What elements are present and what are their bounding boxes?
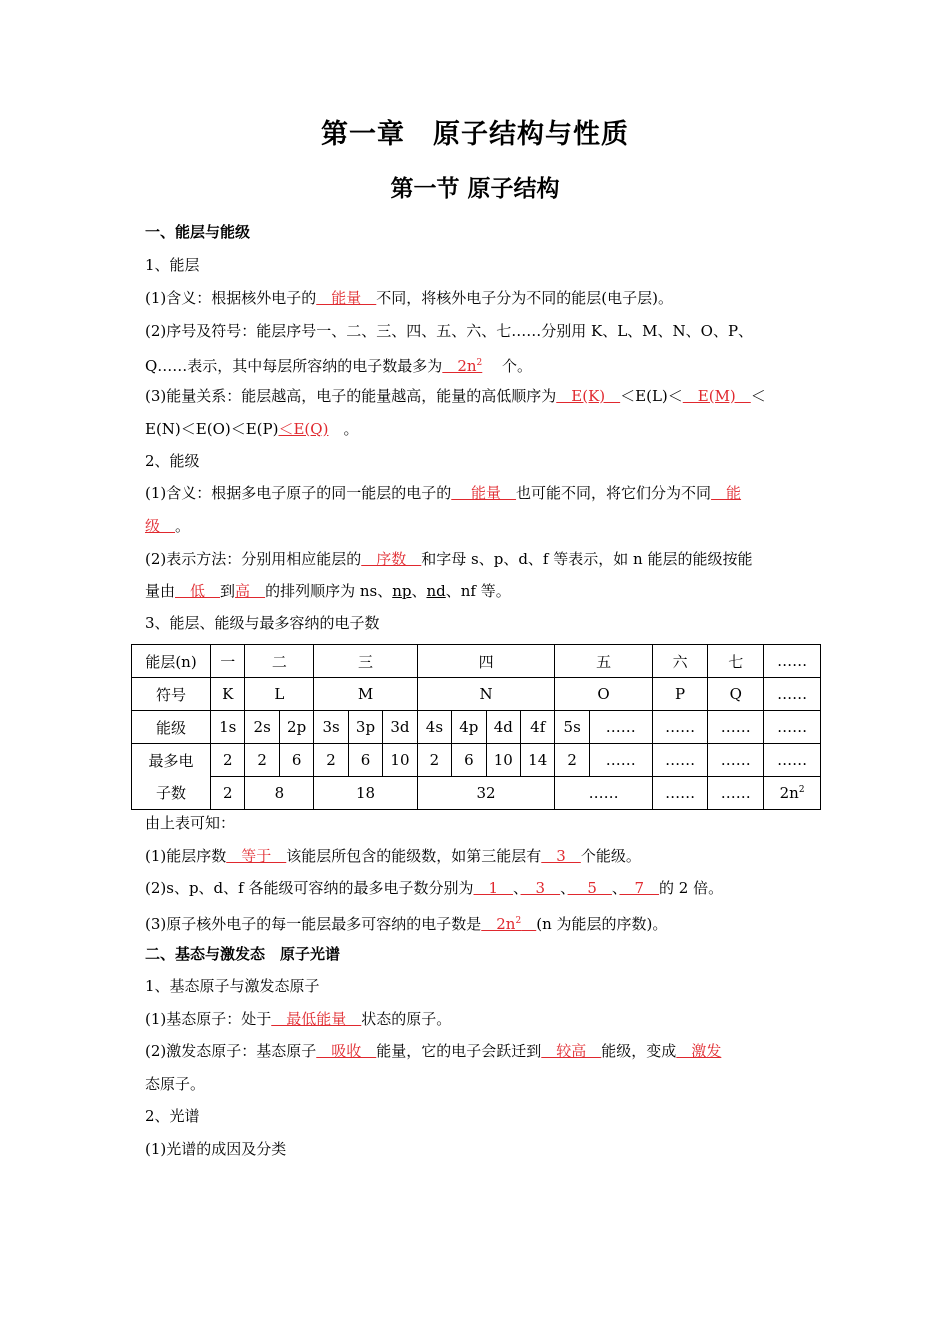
answer-blank: ＜E(Q) <box>278 420 329 438</box>
text-line: (2)s、p、d、f 各能级可容纳的最多电子数分别为 1 、 3 、 5 、 7 的 2 倍。 <box>145 879 724 897</box>
answer-blank: 1 <box>473 879 514 897</box>
answer-blank: $2n^2$ <box>481 915 522 933</box>
text-line: (1)光谱的成因及分类 <box>145 1140 287 1158</box>
answer-blank: 级 <box>145 517 176 535</box>
text-line: 态原子。 <box>145 1075 206 1093</box>
table-row: 最多电 2 2 6 2 6 10 2 6 10 14 2 …… …… …… …… <box>132 744 821 777</box>
text-line: (1)含义：根据多电子原子的同一能层的电子的 能量 也可能不同，将它们分为不同 能 <box>145 484 742 502</box>
answer-blank: 3 <box>520 879 561 897</box>
section-title: 第一节 原子结构 <box>390 176 560 202</box>
energy-level-table <box>131 644 821 810</box>
text-line: (2)表示方法：分别用相应能层的 序数 和字母 s、p、d、f 等表示，如 n 能层的能级按能 <box>145 550 753 568</box>
text-line: (1)能层序数 等于 该能层所包含的能级数，如第三能层有 3 个能级。 <box>145 847 641 865</box>
table-caption: 3、能层、能级与最多容纳的电子数 <box>145 614 380 632</box>
answer-blank: 低 <box>175 582 221 600</box>
answer-blank: 序数 <box>361 550 422 568</box>
answer-blank: 7 <box>619 879 659 897</box>
text-line: 由上表可知： <box>145 814 236 832</box>
table-row: 能层(n) 一 二 三 四 五 六 七 …… <box>132 645 821 678</box>
answer-blank: 能量 <box>316 289 377 307</box>
table-row: 能级 1s 2s 2p 3s 3p 3d 4s 4p 4d 4f 5s …… …… …… …… <box>132 711 821 744</box>
text-line: (2)激发态原子：基态原子 吸收 能量，它的电子会跃迁到 较高 能级，变成 激发 <box>145 1042 722 1060</box>
answer-blank: $2n^2$ <box>442 357 483 375</box>
answer-blank: 能 <box>711 484 742 502</box>
table-row: 符号 K L M N O P Q …… <box>132 678 821 711</box>
table-row: 子数 2 8 18 32 …… …… …… $2n^2$ <box>132 777 821 810</box>
text-line: E(N)＜E(O)＜E(P)＜E(Q) 。 <box>145 420 359 438</box>
text-line: (1)含义：根据核外电子的 能量 不同，将核外电子分为不同的能层(电子层)。 <box>145 289 673 307</box>
answer-blank: 3 <box>541 847 581 865</box>
answer-blank: 较高 <box>541 1042 602 1060</box>
text-line: (3)能量关系：能层越高，电子的能量越高，能量的高低顺序为 E(K) ＜E(L)＜ E(M) ＜ <box>145 387 766 405</box>
answer-blank: 吸收 <box>316 1042 377 1060</box>
answer-blank: 能量 <box>451 484 517 502</box>
answer-blank: 激发 <box>676 1042 722 1060</box>
text-line: (3)原子核外电子的每一能层最多可容纳的电子数是 $2n^2$ (n 为能层的序数)。 <box>145 915 668 933</box>
heading-energy-levels: 一、能层与能级 <box>145 223 251 241</box>
subheading-sublevel: 2、能级 <box>145 452 200 470</box>
subheading-energy-layer: 1、能层 <box>145 256 200 274</box>
chapter-title: 第一章 原子结构与性质 <box>321 119 629 150</box>
answer-blank: 5 <box>567 879 612 897</box>
answer-blank: E(K) <box>556 387 621 405</box>
text-line: (2)序号及符号：能层序号一、二、三、四、五、六、七……分别用 K、L、M、N、O、P、 <box>145 322 754 340</box>
answer-blank: 等于 <box>226 847 287 865</box>
answer-blank: 高 <box>235 582 266 600</box>
text-line: (1)基态原子：处于 最低能量 状态的原子。 <box>145 1010 452 1028</box>
heading-ground-excited: 二、基态与激发态 原子光谱 <box>145 945 341 963</box>
answer-blank: E(M) <box>682 387 751 405</box>
answer-blank: 最低能量 <box>271 1010 362 1028</box>
text-line: Q……表示，其中每层所容纳的电子数最多为 $2n^2$ 个。 <box>145 357 533 375</box>
text-line: 量由 低 到高 的排列顺序为 ns、np、nd、nf 等。 <box>145 582 511 600</box>
text-line: 级 。 <box>145 517 191 535</box>
subheading-states: 1、基态原子与激发态原子 <box>145 977 320 995</box>
subheading-spectrum: 2、光谱 <box>145 1107 200 1125</box>
